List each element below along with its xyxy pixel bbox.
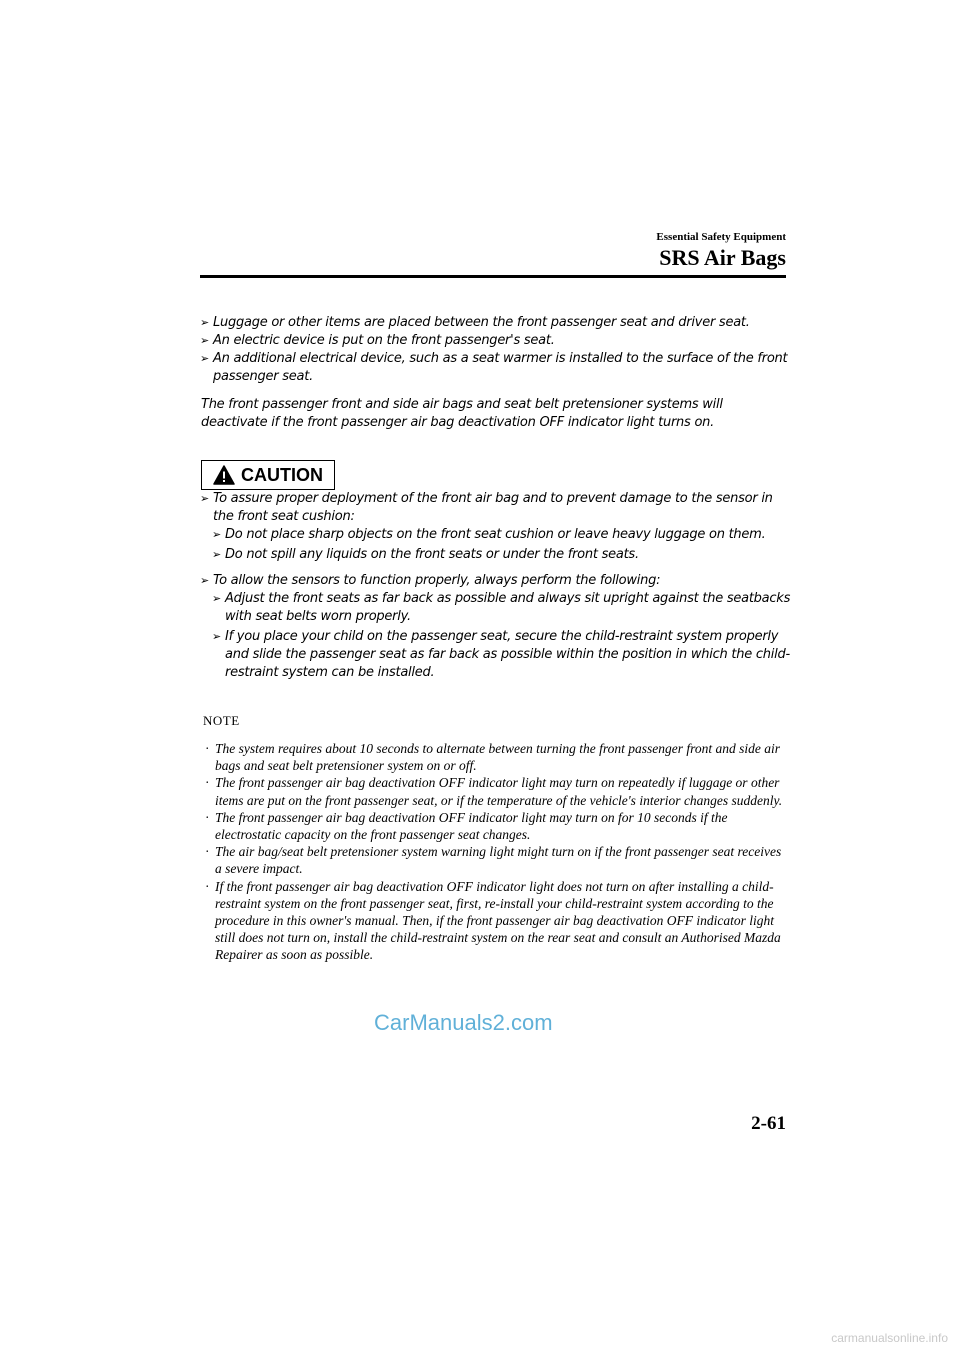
list-item: ➢ Do not place sharp objects on the front seat cushion or leave heavy luggage on them. [212,527,766,542]
note-list [201,740,791,964]
warning-triangle-icon [213,465,235,485]
arrow-bullet-icon: ➢ [200,334,209,347]
list-item: · The front passenger air bag deactivation OFF indicator light may turn on repeatedly if luggage or other items are put on the front passenger seat, or if the temperature of the vehicle's interior changes suddenly. [205,775,783,808]
list-item: · The air bag/seat belt pretensioner system warning light might turn on if the front passenger seat receives a severe impact. [205,844,782,877]
dot-bullet-icon: · [205,741,210,756]
arrow-bullet-icon: ➢ [212,548,221,561]
arrow-bullet-icon: ➢ [212,592,221,605]
caution-sub-list [213,526,791,564]
arrow-bullet-icon: ➢ [212,630,221,643]
arrow-bullet-icon: ➢ [200,352,209,365]
list-item: ➢ Adjust the front seats as far back as possible and always sit upright against the seatbacks with seat belts worn properly. [212,591,791,624]
page-content [201,314,791,964]
caution-heading [201,460,335,490]
list-item: ➢ If you place your child on the passenger seat, secure the child-restraint system properly and slide the passenger seat as far back as possible within the position in which the child-restraint system can be installed. [212,629,790,680]
watermark: CarManuals2.com [374,1010,553,1035]
list-item: ➢ To allow the sensors to function properly, always perform the following: ➢ Adjust the front seats as far back as possible and always sit upright against the seatbacks with seat belts worn properly. ➢ If you place your child on the passenger seat, secure the child-restraint system properly and slide the passenger seat as far back as possible within the position in which the child-restraint system can be installed. [200,573,791,680]
arrow-bullet-icon: ➢ [200,492,209,505]
list-item: ➢ An electric device is put on the front passenger's seat. [200,333,555,348]
intro-list [201,314,791,386]
dot-bullet-icon: · [205,878,210,894]
caution-list [201,490,791,682]
caution-label: CAUTION [241,465,323,485]
list-item: ➢ An additional electrical device, such as a seat warmer is installed to the surface of the front passenger seat. [200,351,788,384]
arrow-bullet-icon: ➢ [200,574,209,587]
dot-bullet-icon: · [205,809,210,825]
footer-watermark: carmanualsonline.info [831,1331,948,1345]
dot-bullet-icon: · [205,844,210,860]
caution-sub-list [213,590,791,682]
header-divider [200,275,786,278]
list-item: ➢ Do not spill any liquids on the front seats or under the front seats. [212,547,639,562]
list-item: · The system requires about 10 seconds to alternate between turning the front passenger front and side air bags and seat belt pretensioner system on or off. [205,741,780,774]
header-section-label: Essential Safety Equipment [656,231,786,243]
list-item: · The front passenger air bag deactivation OFF indicator light may turn on for 10 seconds if the electrostatic capacity on the front passenger seat changes. [205,809,728,843]
dot-bullet-icon: · [205,775,210,791]
list-item: · If the front passenger air bag deactivation OFF indicator light does not turn on after installing a child-restraint system on the front passenger seat, first, re-install your child-restraint system according to the procedure in this owner's manual. Then, if the front passenger air bag deactivation OFF indicator light still does not turn on, install the child-restraint system on the rear seat and consult an Authorised Mazda Repairer as soon as possible. [205,878,781,963]
intro-paragraph: The front passenger front and side air bags and seat belt pretensioner systems will deactivate if the front passenger air bag deactivation OFF indicator light turns on. [201,397,723,430]
list-item: ➢ Luggage or other items are placed between the front passenger seat and driver seat. [200,315,750,330]
page-title: SRS Air Bags [659,245,786,270]
page-number: 2-61 [751,1113,786,1134]
list-item: ➢ To assure proper deployment of the front air bag and to prevent damage to the sensor in the front seat cushion: ➢ Do not place sharp objects on the front seat cushion or leave heavy luggage on them. ➢ Do not spill any liquids on the front seats or under the front seats. [201,490,791,564]
arrow-bullet-icon: ➢ [200,316,209,329]
note-heading: NOTE [203,713,240,728]
arrow-bullet-icon: ➢ [212,528,221,541]
